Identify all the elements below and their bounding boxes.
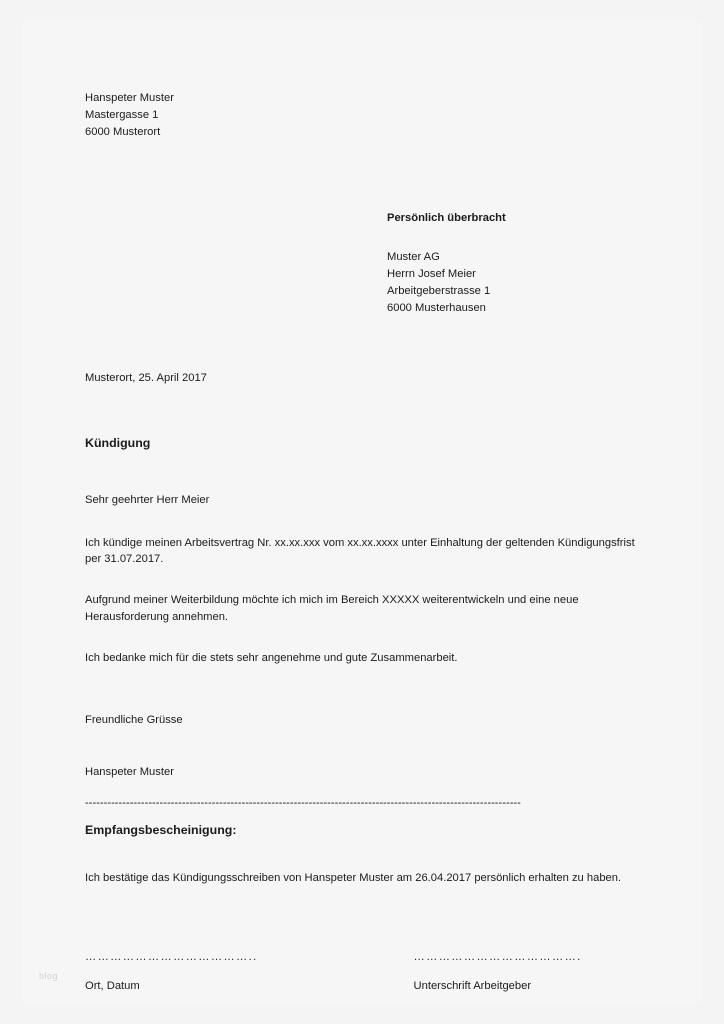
place-and-date: Musterort, 25. April 2017 (85, 372, 207, 385)
salutation: Sehr geehrter Herr Meier (85, 493, 210, 506)
sender-address-block (85, 90, 641, 140)
signature-dots-2: …………………………………. (413, 950, 582, 963)
signature-field-employer (414, 949, 641, 996)
signature-row (85, 949, 641, 996)
paragraph-3: Ich bedanke mich für die stets sehr angenehme und gute Zusammenarbeit. (85, 651, 458, 664)
recipient-line-2: Herrn Josef Meier (387, 267, 476, 280)
recipient-address-block (85, 210, 641, 316)
watermark-text: blog (39, 971, 59, 981)
signature-label-1: Ort, Datum (85, 980, 140, 993)
letter-sheet (22, 22, 702, 1002)
closing-phrase: Freundliche Grüsse (85, 713, 183, 726)
signature-dots-1: ………………………………….. (85, 950, 258, 963)
signature-label-2: Unterschrift Arbeitgeber (413, 980, 532, 993)
recipient-line-4: 6000 Musterhausen (387, 301, 486, 314)
paragraph-1: Ich kündige meinen Arbeitsvertrag Nr. xx.xx.xxx vom xx.xx.xxxx unter Einhaltung der geltenden Kündigungsfrist per 31.07.2017. (85, 536, 635, 566)
sender-line-3: 6000 Musterort (85, 125, 161, 138)
letter-subject: Kündigung (85, 436, 151, 451)
delivery-note: Persönlich überbracht (387, 212, 506, 225)
receipt-title: Empfangsbescheinigung: (85, 823, 237, 838)
recipient-line-1: Muster AG (387, 251, 440, 264)
receipt-body: Ich bestätige das Kündigungsschreiben von Hanspeter Muster am 26.04.2017 persönlich erhalten zu haben. (85, 871, 622, 884)
paragraph-2: Aufgrund meiner Weiterbildung möchte ich mich im Bereich XXXXX weiterentwickeln und eine neue Herausforderung annehmen. (85, 594, 579, 623)
recipient-line-3: Arbeitgeberstrasse 1 (387, 284, 491, 297)
letter-body (85, 70, 641, 995)
sender-line-2: Mastergasse 1 (85, 108, 159, 121)
signer-name: Hanspeter Muster (85, 766, 174, 779)
section-divider: --------------------------------------------------------------------------------------------------------------------- (85, 797, 521, 810)
signature-field-place-date (85, 949, 282, 996)
sender-line-1: Hanspeter Muster (85, 92, 174, 104)
